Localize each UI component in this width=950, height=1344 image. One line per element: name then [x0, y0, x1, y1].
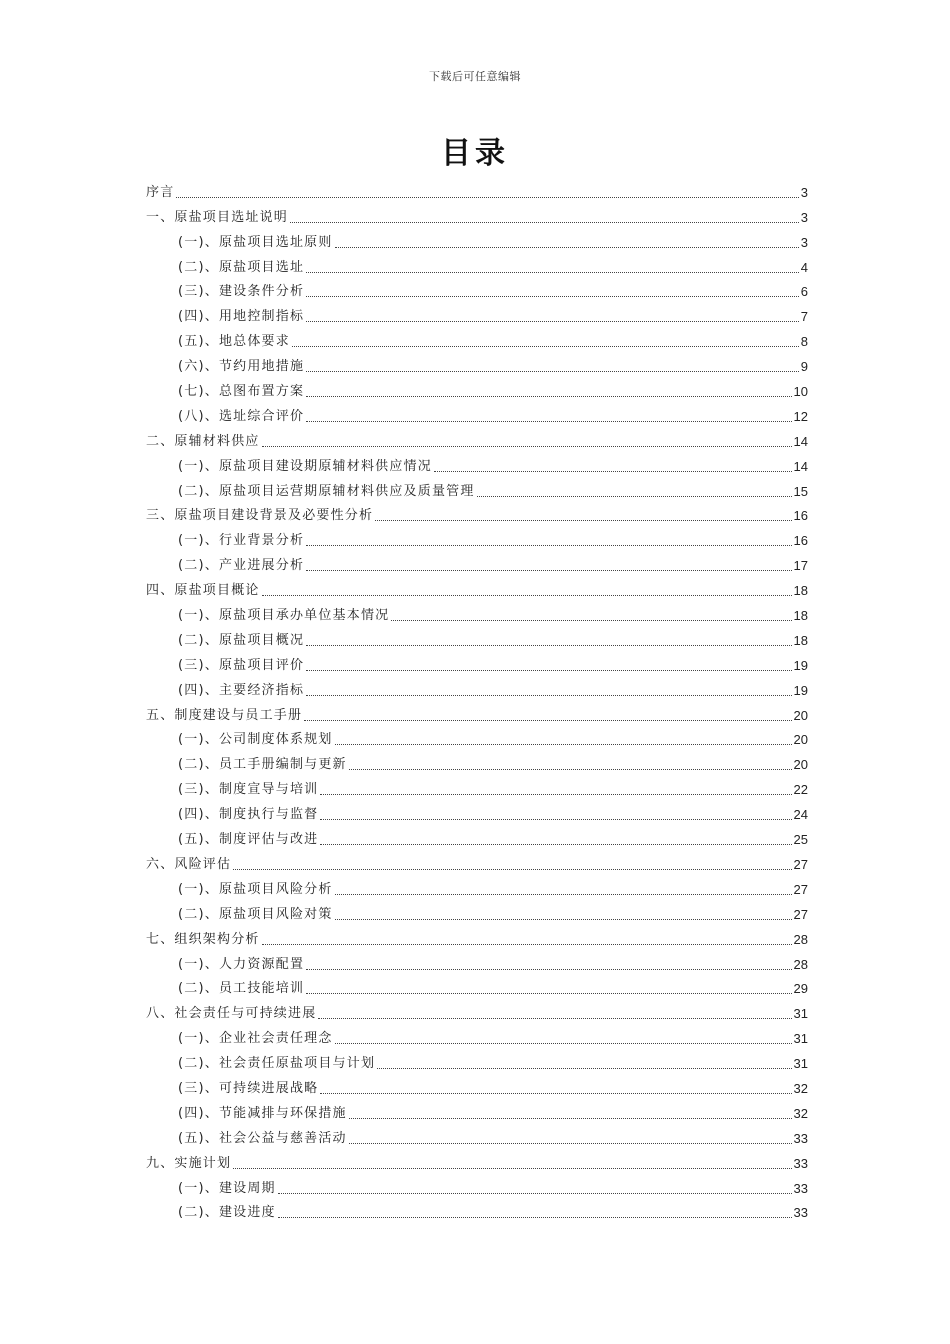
toc-entry[interactable] [146, 574, 808, 599]
toc-entry-label: (一)、建设周期 [178, 1180, 276, 1196]
toc-entry[interactable] [146, 300, 808, 325]
toc-entry-label: 六、风险评估 [146, 856, 232, 872]
toc-entry-page-number: 3 [800, 209, 808, 225]
toc-entry-label: (三)、制度宣导与培训 [178, 782, 319, 798]
toc-entry-page-number: 31 [793, 1056, 808, 1072]
toc-entry-page-number: 4 [800, 259, 808, 275]
toc-entry-label: 序言 [146, 184, 175, 200]
dot-leader [320, 844, 791, 845]
toc-entry-page-number: 15 [793, 483, 808, 499]
toc-entry-page-number: 19 [793, 682, 808, 698]
toc-entry-label: (一)、原盐项目承办单位基本情况 [178, 608, 390, 624]
dot-leader [233, 1168, 791, 1169]
toc-entry-page-number: 9 [800, 359, 808, 375]
toc-entry-page-number: 25 [793, 832, 808, 848]
dot-leader [262, 944, 792, 945]
toc-entry-page-number: 24 [793, 807, 808, 823]
toc-entry-page-number: 18 [793, 608, 808, 624]
toc-entry[interactable] [146, 276, 808, 301]
toc-entry-page-number: 8 [800, 334, 808, 350]
toc-entry-label: (五)、制度评估与改进 [178, 832, 319, 848]
toc-entry-label: (一)、人力资源配置 [178, 956, 305, 972]
dot-leader [306, 421, 791, 422]
toc-entry-label: (四)、制度执行与监督 [178, 807, 319, 823]
toc-entry[interactable] [146, 1147, 808, 1172]
toc-entry[interactable] [146, 1097, 808, 1122]
toc-entry-page-number: 33 [793, 1130, 808, 1146]
toc-entry-label: (五)、社会公益与慈善活动 [178, 1130, 347, 1146]
toc-entry[interactable] [146, 524, 808, 549]
toc-entry[interactable] [146, 649, 808, 674]
toc-entry[interactable] [146, 375, 808, 400]
dot-leader [320, 794, 791, 795]
toc-entry-label: 一、原盐项目选址说明 [146, 209, 289, 225]
toc-entry-label: (三)、可持续进展战略 [178, 1080, 319, 1096]
toc-entry[interactable] [146, 748, 808, 773]
toc-entry[interactable] [146, 948, 808, 973]
dot-leader [233, 869, 791, 870]
toc-entry-page-number: 10 [793, 384, 808, 400]
toc-entry[interactable] [146, 500, 808, 525]
toc-entry-label: (四)、节能减排与环保措施 [178, 1105, 347, 1121]
toc-entry-label: (二)、社会责任原盐项目与计划 [178, 1056, 376, 1072]
dot-leader [278, 1217, 792, 1218]
toc-entry-label: (一)、原盐项目风险分析 [178, 881, 333, 897]
toc-entry[interactable] [146, 973, 808, 998]
toc-entry-page-number: 33 [793, 1205, 808, 1221]
toc-entry-label: (一)、公司制度体系规划 [178, 732, 333, 748]
toc-entry[interactable] [146, 1047, 808, 1072]
dot-leader [335, 1043, 792, 1044]
dot-leader [306, 993, 791, 994]
toc-entry[interactable] [146, 923, 808, 948]
toc-entry-page-number: 14 [793, 433, 808, 449]
toc-entry-label: (二)、员工手册编制与更新 [178, 757, 347, 773]
toc-entry[interactable] [146, 1172, 808, 1197]
toc-entry[interactable] [146, 1072, 808, 1097]
toc-entry-page-number: 14 [793, 458, 808, 474]
toc-entry-page-number: 18 [793, 583, 808, 599]
dot-leader [306, 645, 791, 646]
toc-entry-label: (七)、总图布置方案 [178, 384, 305, 400]
toc-entry[interactable] [146, 599, 808, 624]
toc-entry-label: (二)、原盐项目概况 [178, 632, 305, 648]
toc-entry-label: (八)、选址综合评价 [178, 408, 305, 424]
dot-leader [477, 496, 792, 497]
toc-entry-page-number: 19 [793, 657, 808, 673]
table-of-contents [146, 176, 808, 1221]
toc-entry[interactable] [146, 450, 808, 475]
toc-entry-page-number: 31 [793, 1006, 808, 1022]
dot-leader [292, 346, 799, 347]
toc-entry-label: (四)、用地控制指标 [178, 309, 305, 325]
toc-entry-label: (二)、员工技能培训 [178, 981, 305, 997]
toc-entry-label: 七、组织架构分析 [146, 931, 260, 947]
dot-leader [278, 1193, 792, 1194]
toc-entry-page-number: 32 [793, 1105, 808, 1121]
dot-leader [306, 545, 791, 546]
toc-entry-page-number: 28 [793, 956, 808, 972]
toc-entry-page-number: 7 [800, 309, 808, 325]
dot-leader [306, 272, 799, 273]
toc-entry-page-number: 28 [793, 931, 808, 947]
dot-leader [434, 471, 792, 472]
dot-leader [391, 620, 791, 621]
toc-entry[interactable] [146, 325, 808, 350]
dot-leader [335, 894, 792, 895]
toc-entry[interactable] [146, 176, 808, 201]
dot-leader [176, 197, 798, 198]
toc-entry-page-number: 22 [793, 782, 808, 798]
dot-leader [320, 819, 791, 820]
toc-entry-page-number: 16 [793, 508, 808, 524]
toc-entry[interactable] [146, 350, 808, 375]
dot-leader [377, 1068, 791, 1069]
toc-entry[interactable] [146, 226, 808, 251]
toc-entry-label: (二)、产业进展分析 [178, 558, 305, 574]
dot-leader [349, 1118, 792, 1119]
dot-leader [349, 769, 792, 770]
toc-entry[interactable] [146, 251, 808, 276]
dot-leader [349, 1143, 792, 1144]
toc-entry[interactable] [146, 873, 808, 898]
dot-leader [320, 1093, 791, 1094]
dot-leader [318, 1018, 791, 1019]
dot-leader [306, 371, 799, 372]
toc-entry-page-number: 3 [800, 184, 808, 200]
toc-entry-page-number: 17 [793, 558, 808, 574]
toc-entry-page-number: 27 [793, 856, 808, 872]
toc-entry-page-number: 16 [793, 533, 808, 549]
toc-entry[interactable] [146, 773, 808, 798]
toc-entry-page-number: 12 [793, 408, 808, 424]
toc-entry[interactable] [146, 724, 808, 749]
toc-entry-page-number: 32 [793, 1080, 808, 1096]
dot-leader [335, 744, 792, 745]
dot-leader [262, 446, 792, 447]
toc-entry-label: (二)、原盐项目风险对策 [178, 906, 333, 922]
dot-leader [306, 321, 799, 322]
toc-entry[interactable] [146, 848, 808, 873]
toc-entry-page-number: 31 [793, 1031, 808, 1047]
header-note: 下载后可任意编辑 [429, 70, 521, 83]
toc-entry-label: 九、实施计划 [146, 1155, 232, 1171]
toc-entry-label: (一)、原盐项目建设期原辅材料供应情况 [178, 458, 432, 474]
toc-entry[interactable] [146, 425, 808, 450]
toc-entry[interactable] [146, 823, 808, 848]
dot-leader [290, 222, 799, 223]
dot-leader [335, 919, 792, 920]
toc-entry-page-number: 20 [793, 732, 808, 748]
dot-leader [306, 396, 791, 397]
toc-entry-page-number: 20 [793, 707, 808, 723]
dot-leader [306, 296, 799, 297]
toc-entry-page-number: 33 [793, 1155, 808, 1171]
toc-entry[interactable] [146, 699, 808, 724]
toc-entry-label: (二)、建设进度 [178, 1205, 276, 1221]
toc-entry-label: 八、社会责任与可持续进展 [146, 1006, 317, 1022]
toc-entry[interactable] [146, 1122, 808, 1147]
toc-entry[interactable] [146, 475, 808, 500]
toc-entry-label: 五、制度建设与员工手册 [146, 707, 303, 723]
toc-entry[interactable] [146, 201, 808, 226]
toc-entry-page-number: 20 [793, 757, 808, 773]
dot-leader [304, 720, 791, 721]
toc-entry[interactable] [146, 549, 808, 574]
toc-entry[interactable] [146, 400, 808, 425]
dot-leader [306, 969, 791, 970]
toc-entry-label: (一)、行业背景分析 [178, 533, 305, 549]
toc-entry-label: (二)、原盐项目选址 [178, 259, 305, 275]
page-title: 目录 [441, 136, 509, 171]
toc-entry[interactable] [146, 997, 808, 1022]
toc-entry-page-number: 18 [793, 632, 808, 648]
toc-entry[interactable] [146, 1022, 808, 1047]
toc-entry-label: (三)、建设条件分析 [178, 284, 305, 300]
toc-entry[interactable] [146, 798, 808, 823]
toc-entry-page-number: 6 [800, 284, 808, 300]
toc-entry-page-number: 3 [800, 234, 808, 250]
dot-leader [306, 695, 791, 696]
toc-entry-label: 二、原辅材料供应 [146, 433, 260, 449]
toc-entry-label: (四)、主要经济指标 [178, 682, 305, 698]
toc-entry-label: (一)、原盐项目选址原则 [178, 234, 333, 250]
toc-entry-page-number: 29 [793, 981, 808, 997]
toc-entry[interactable] [146, 898, 808, 923]
toc-entry-page-number: 27 [793, 906, 808, 922]
toc-entry-page-number: 33 [793, 1180, 808, 1196]
toc-entry-page-number: 27 [793, 881, 808, 897]
dot-leader [306, 570, 791, 571]
dot-leader [335, 247, 799, 248]
toc-entry-label: (六)、节约用地措施 [178, 359, 305, 375]
dot-leader [306, 670, 791, 671]
dot-leader [262, 595, 792, 596]
toc-entry-label: 三、原盐项目建设背景及必要性分析 [146, 508, 374, 524]
toc-entry[interactable] [146, 624, 808, 649]
dot-leader [375, 520, 791, 521]
toc-entry[interactable] [146, 674, 808, 699]
toc-entry-label: 四、原盐项目概论 [146, 583, 260, 599]
toc-entry-label: (二)、原盐项目运营期原辅材料供应及质量管理 [178, 483, 475, 499]
toc-entry-label: (三)、原盐项目评价 [178, 657, 305, 673]
toc-entry-label: (一)、企业社会责任理念 [178, 1031, 333, 1047]
toc-entry[interactable] [146, 1197, 808, 1222]
toc-entry-label: (五)、地总体要求 [178, 334, 290, 350]
